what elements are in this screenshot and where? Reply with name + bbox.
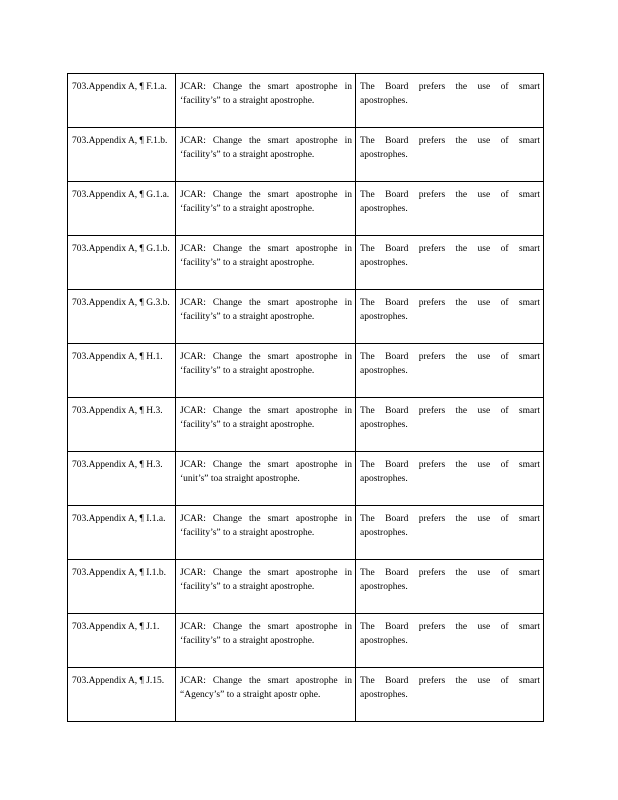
comment-cell: JCAR: Change the smart apostrophe in ‘facility’s” to a straight apostrophe.	[176, 614, 356, 668]
response-cell: The Board prefers the use of smart apostrophes.	[356, 668, 544, 722]
section-cell: 703.Appendix A, ¶ I.1.b.	[68, 560, 176, 614]
section-cell: 703.Appendix A, ¶ F.1.a.	[68, 74, 176, 128]
table-row	[68, 668, 544, 722]
section-cell: 703.Appendix A, ¶ H.3.	[68, 452, 176, 506]
comment-cell: JCAR: Change the smart apostrophe in ‘unit’s” toa straight apostrophe.	[176, 452, 356, 506]
section-cell: 703.Appendix A, ¶ G.1.a.	[68, 182, 176, 236]
table-row	[68, 614, 544, 668]
table-row	[68, 74, 544, 128]
comments-table	[67, 73, 544, 722]
response-cell: The Board prefers the use of smart apostrophes.	[356, 506, 544, 560]
response-cell: The Board prefers the use of smart apostrophes.	[356, 236, 544, 290]
table-row	[68, 236, 544, 290]
comment-cell: JCAR: Change the smart apostrophe in “Agency’s” to a straight apostr ophe.	[176, 668, 356, 722]
section-cell: 703.Appendix A, ¶ H.3.	[68, 398, 176, 452]
comment-cell: JCAR: Change the smart apostrophe in ‘facility’s” to a straight apostrophe.	[176, 290, 356, 344]
section-cell: 703.Appendix A, ¶ F.1.b.	[68, 128, 176, 182]
table-row	[68, 344, 544, 398]
section-cell: 703.Appendix A, ¶ I.1.a.	[68, 506, 176, 560]
comment-cell: JCAR: Change the smart apostrophe in ‘facility’s” to a straight apostrophe.	[176, 344, 356, 398]
response-cell: The Board prefers the use of smart apostrophes.	[356, 182, 544, 236]
comment-cell: JCAR: Change the smart apostrophe in ‘facility’s” to a straight apostrophe.	[176, 128, 356, 182]
response-cell: The Board prefers the use of smart apostrophes.	[356, 398, 544, 452]
comment-cell: JCAR: Change the smart apostrophe in ‘facility’s” to a straight apostrophe.	[176, 74, 356, 128]
comment-cell: JCAR: Change the smart apostrophe in ‘facility’s” to a straight apostrophe.	[176, 398, 356, 452]
comment-cell: JCAR: Change the smart apostrophe in ‘facility’s” to a straight apostrophe.	[176, 236, 356, 290]
comment-cell: JCAR: Change the smart apostrophe in ‘facility’s” to a straight apostrophe.	[176, 560, 356, 614]
section-cell: 703.Appendix A, ¶ G.3.b.	[68, 290, 176, 344]
section-cell: 703.Appendix A, ¶ G.1.b.	[68, 236, 176, 290]
table-row	[68, 182, 544, 236]
response-cell: The Board prefers the use of smart apostrophes.	[356, 128, 544, 182]
table-row	[68, 398, 544, 452]
response-cell: The Board prefers the use of smart apostrophes.	[356, 614, 544, 668]
table-row	[68, 506, 544, 560]
response-cell: The Board prefers the use of smart apostrophes.	[356, 560, 544, 614]
table-row	[68, 290, 544, 344]
response-cell: The Board prefers the use of smart apostrophes.	[356, 344, 544, 398]
comment-cell: JCAR: Change the smart apostrophe in ‘facility’s” to a straight apostrophe.	[176, 506, 356, 560]
response-cell: The Board prefers the use of smart apostrophes.	[356, 290, 544, 344]
response-cell: The Board prefers the use of smart apostrophes.	[356, 74, 544, 128]
section-cell: 703.Appendix A, ¶ J.15.	[68, 668, 176, 722]
table-row	[68, 560, 544, 614]
comment-cell: JCAR: Change the smart apostrophe in ‘facility’s” to a straight apostrophe.	[176, 182, 356, 236]
table-row	[68, 128, 544, 182]
response-cell: The Board prefers the use of smart apostrophes.	[356, 452, 544, 506]
table-row	[68, 452, 544, 506]
section-cell: 703.Appendix A, ¶ H.1.	[68, 344, 176, 398]
section-cell: 703.Appendix A, ¶ J.1.	[68, 614, 176, 668]
